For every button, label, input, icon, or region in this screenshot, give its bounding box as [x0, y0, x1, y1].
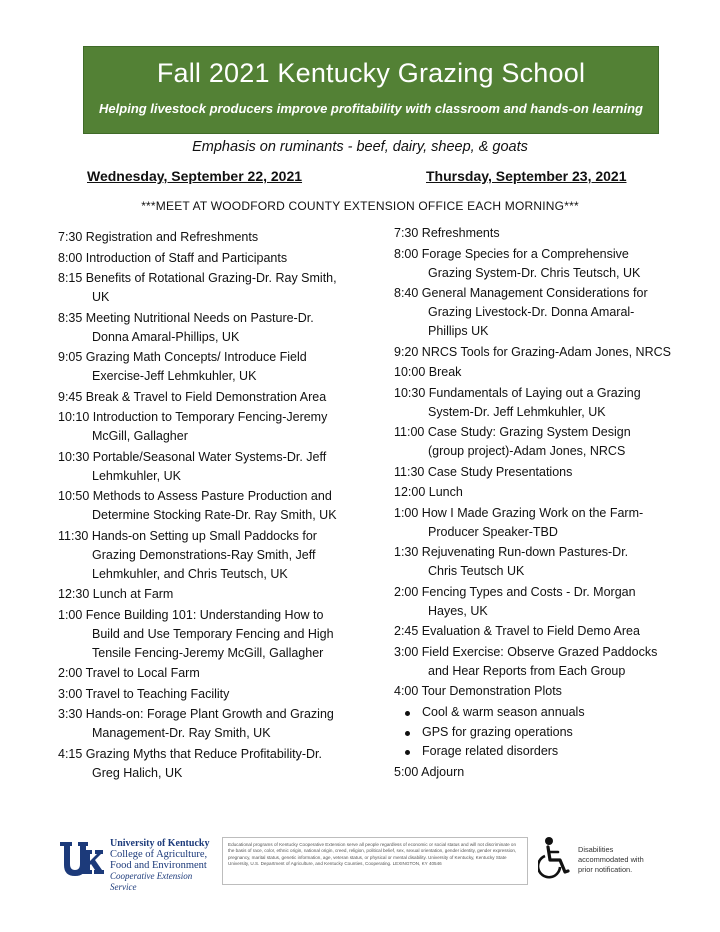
- schedule-item-text: 10:00 Break: [394, 365, 462, 379]
- schedule-item-text: 3:00 Field Exercise: Observe Grazed Paddocks: [394, 644, 658, 659]
- schedule-item-text: 4:00 Tour Demonstration Plots: [394, 684, 562, 698]
- schedule-item: [394, 583, 694, 621]
- page-title: Fall 2021 Kentucky Grazing School: [156, 58, 586, 88]
- schedule-item-continuation: McGill, Gallagher: [92, 429, 188, 443]
- schedule-item-text: 7:30 Refreshments: [394, 226, 500, 240]
- schedule-item-continuation: Tensile Fencing-Jeremy McGill, Gallagher: [92, 645, 324, 660]
- schedule-item: [58, 487, 358, 525]
- schedule-item: [58, 664, 358, 683]
- schedule-item-text: 1:00 Fence Building 101: Understanding How to: [58, 607, 324, 622]
- schedule-item-text: 11:00 Case Study: Grazing System Design: [394, 425, 631, 439]
- accessibility-line1: Disabilities: [578, 845, 614, 854]
- schedule-item-continuation: UK: [92, 290, 110, 304]
- schedule-item: [394, 543, 694, 581]
- schedule-item-continuation: Build and Use Temporary Fencing and High: [92, 626, 334, 641]
- schedule-item-continuation: Greg Halich, UK: [92, 765, 183, 780]
- schedule-item-text: 9:20 NRCS Tools for Grazing-Adam Jones, NRCS: [394, 344, 671, 359]
- uk-logo-line4: Cooperative Extension Service: [110, 871, 193, 892]
- schedule-item-text: 2:00 Travel to Local Farm: [58, 666, 200, 680]
- schedule-item-text: 7:30 Registration and Refreshments: [58, 230, 259, 244]
- schedule-item: [58, 606, 358, 663]
- schedule-item: [58, 527, 358, 584]
- schedule-item: [58, 269, 358, 307]
- schedule-item: [58, 448, 358, 486]
- bullet-text: Forage related disorders: [422, 744, 559, 758]
- schedule-item-continuation: Grazing Livestock-Dr. Donna Amaral-: [428, 305, 635, 319]
- wednesday-schedule: [58, 228, 358, 784]
- schedule-item-text: 1:00 How I Made Grazing Work on the Farm-: [394, 505, 644, 520]
- schedule-item: [394, 763, 694, 782]
- schedule-item-text: 1:30 Rejuvenating Run-down Pastures-Dr.: [394, 545, 629, 559]
- schedule-item-text: 3:00 Travel to Teaching Facility: [58, 686, 230, 701]
- schedule-item: [394, 622, 694, 641]
- schedule-item-text: 12:00 Lunch: [394, 485, 463, 499]
- schedule-item-text: 10:30 Fundamentals of Laying out a Grazing: [394, 385, 641, 400]
- schedule-item-continuation: Grazing Demonstrations-Ray Smith, Jeff: [92, 547, 316, 562]
- schedule-item: [58, 705, 358, 743]
- schedule-item: [394, 682, 694, 761]
- schedule-item: [394, 384, 694, 422]
- schedule-item-text: 2:00 Fencing Types and Costs - Dr. Morgan: [394, 584, 636, 599]
- schedule-item: [58, 585, 358, 604]
- uk-logo-icon: [58, 840, 104, 878]
- schedule-item-continuation: (group project)-Adam Jones, NRCS: [428, 444, 626, 458]
- title-banner: [83, 46, 659, 134]
- schedule-item: [58, 388, 358, 407]
- schedule-item-text: 4:15 Grazing Myths that Reduce Profitability-Dr.: [58, 746, 323, 761]
- schedule-item: [394, 343, 694, 362]
- schedule-item: [58, 249, 358, 268]
- schedule-item: [394, 504, 694, 542]
- accessibility-line3: prior notification.: [578, 865, 633, 874]
- schedule-item-continuation: Exercise-Jeff Lehmkuhler, UK: [92, 369, 257, 383]
- schedule-item-text: 10:30 Portable/Seasonal Water Systems-Dr. Jeff: [58, 449, 327, 464]
- wheelchair-icon: [538, 836, 570, 882]
- uk-logo: [58, 838, 218, 892]
- schedule-item-text: 8:15 Benefits of Rotational Grazing-Dr. Ray Smith,: [58, 271, 337, 285]
- uk-logo-text: [110, 838, 218, 893]
- schedule-item: [58, 309, 358, 347]
- schedule-item-text: 11:30 Case Study Presentations: [394, 464, 573, 479]
- bullet-item: [394, 723, 694, 742]
- schedule-item: [394, 224, 694, 243]
- schedule-item-continuation: and Hear Reports from Each Group: [428, 663, 626, 678]
- schedule-item-text: 5:00 Adjourn: [394, 764, 465, 779]
- wednesday-heading: Wednesday, September 22, 2021: [87, 168, 303, 184]
- schedule-item-continuation: Determine Stocking Rate-Dr. Ray Smith, UK: [92, 508, 337, 522]
- schedule-item-continuation: Hayes, UK: [428, 603, 488, 618]
- accessibility-note: [578, 845, 644, 875]
- schedule-item-text: 8:00 Introduction of Staff and Participants: [58, 250, 288, 265]
- schedule-item: [394, 483, 694, 502]
- thursday-heading: Thursday, September 23, 2021: [426, 168, 627, 184]
- schedule-item-continuation: Donna Amaral-Phillips, UK: [92, 329, 240, 344]
- schedule-item-continuation: Management-Dr. Ray Smith, UK: [92, 726, 271, 740]
- schedule-item-continuation: Phillips UK: [428, 324, 489, 338]
- schedule-item-continuation: Chris Teutsch UK: [428, 564, 525, 578]
- schedule-item: [58, 348, 358, 386]
- schedule-item-continuation: System-Dr. Jeff Lehmkuhler, UK: [428, 404, 606, 419]
- bullet-item: [394, 703, 694, 722]
- schedule-item-text: 9:05 Grazing Math Concepts/ Introduce Field: [58, 350, 307, 364]
- uk-logo-line1: University of Kentucky: [110, 838, 210, 849]
- page-subtitle: Helping livestock producers improve profitability with classroom and hands-on learning: [99, 101, 643, 116]
- schedule-item-text: 10:50 Methods to Assess Pasture Production and: [58, 489, 332, 503]
- thursday-schedule: [394, 224, 694, 783]
- bullet-dot-icon: [405, 750, 410, 755]
- schedule-item: [394, 245, 694, 283]
- schedule-item: [58, 745, 358, 783]
- schedule-item-continuation: Grazing System-Dr. Chris Teutsch, UK: [428, 265, 641, 280]
- bullet-text: Cool & warm season annuals: [422, 705, 585, 719]
- schedule-item-text: 8:40 General Management Considerations for: [394, 286, 648, 300]
- schedule-item-text: 3:30 Hands-on: Forage Plant Growth and Grazing: [58, 707, 334, 721]
- schedule-item-text: 12:30 Lunch at Farm: [58, 587, 174, 601]
- meet-notice: ***MEET AT WOODFORD COUNTY EXTENSION OFFICE EACH MORNING***: [141, 199, 579, 213]
- emphasis-line: Emphasis on ruminants - beef, dairy, sheep, & goats: [192, 139, 528, 155]
- bullet-dot-icon: [405, 711, 410, 716]
- schedule-item: [394, 423, 694, 461]
- schedule-item-continuation: Lehmkuhler, and Chris Teutsch, UK: [92, 566, 288, 581]
- schedule-item-text: 8:35 Meeting Nutritional Needs on Pasture-Dr.: [58, 310, 314, 325]
- schedule-item-continuation: Producer Speaker-TBD: [428, 524, 558, 539]
- schedule-item-text: 2:45 Evaluation & Travel to Field Demo Area: [394, 624, 640, 638]
- schedule-item: [394, 363, 694, 382]
- bullet-item: [394, 742, 694, 761]
- schedule-item-continuation: Lehmkuhler, UK: [92, 468, 181, 483]
- bullet-dot-icon: [405, 731, 410, 736]
- schedule-item-text: 9:45 Break & Travel to Field Demonstration Area: [58, 389, 327, 404]
- schedule-item: [394, 643, 694, 681]
- schedule-item-text: 8:00 Forage Species for a Comprehensive: [394, 246, 629, 261]
- accessibility-line2: accommodated with: [578, 855, 644, 864]
- uk-logo-line3: Food and Environment: [110, 860, 207, 871]
- bullet-text: GPS for grazing operations: [422, 724, 573, 739]
- bullet-list: [394, 703, 694, 761]
- schedule-item: [394, 284, 694, 341]
- schedule-item: [58, 228, 358, 247]
- schedule-item-text: 11:30 Hands-on Setting up Small Paddocks for: [58, 528, 317, 543]
- schedule-item: [394, 463, 694, 482]
- nondiscrimination-statement: Educational programs of Kentucky Cooperative Extension serve all people regardless of economic or social status and will not discriminate on the basis of race, color, ethnic origin, national origin, creed, religion, political belief, sex, sexual orientation, gender identity, gender expression, pregnancy, marital status, genetic information, age, veteran status, or physical or mental disability. University of Kentucky, Kentucky State University, U.S. Department of Agriculture, and Kentucky Counties, Cooperating. LEXINGTON, KY 40546: [222, 837, 528, 885]
- schedule-item: [58, 685, 358, 704]
- schedule-item: [58, 408, 358, 446]
- uk-logo-line2: College of Agriculture,: [110, 849, 208, 860]
- schedule-item-text: 10:10 Introduction to Temporary Fencing-Jeremy: [58, 410, 328, 424]
